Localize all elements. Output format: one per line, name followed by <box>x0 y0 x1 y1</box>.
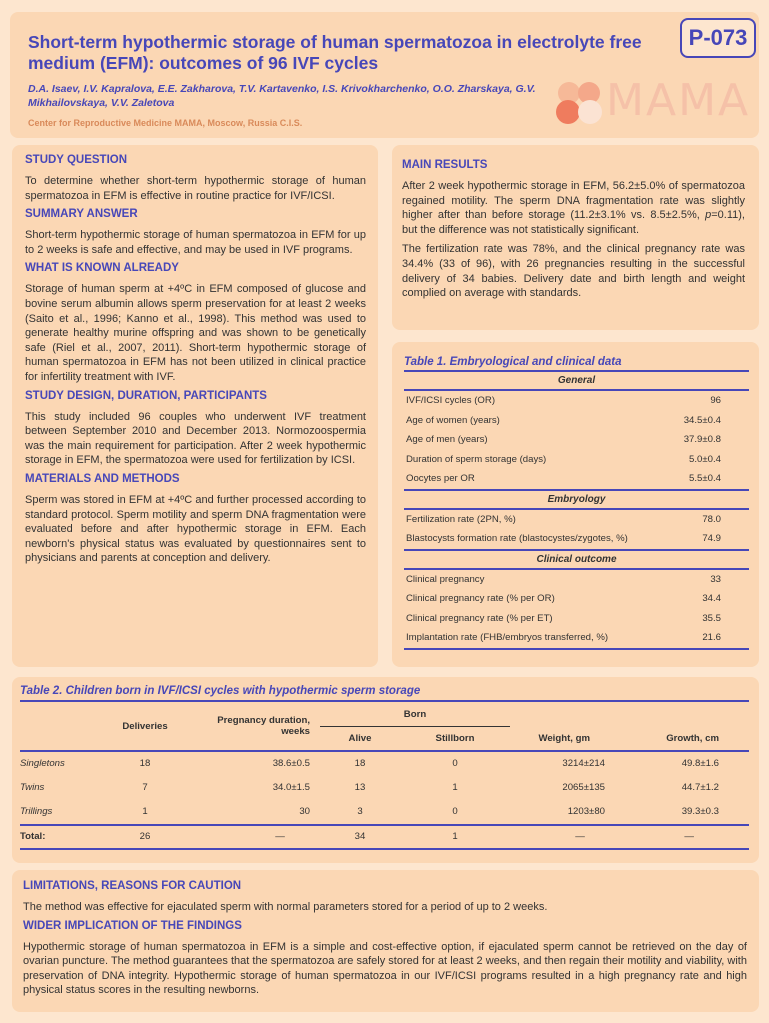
table2-panel <box>12 677 759 863</box>
section-heading: STUDY QUESTION <box>25 154 128 166</box>
table-row <box>404 570 749 590</box>
cell-deliveries: 7 <box>142 782 148 794</box>
header-weight: Weight, gm <box>538 732 590 744</box>
logo-text: MAMA <box>606 75 751 126</box>
table-row <box>404 510 749 530</box>
cell-duration: 38.6±0.5 <box>272 758 310 770</box>
row-label: Age of men (years) <box>406 434 488 445</box>
table-row <box>20 776 749 801</box>
section-study-question <box>25 154 366 203</box>
row-label: Blastocysts formation rate (blastocystes/zygotes, %) <box>406 533 628 544</box>
table-total-row <box>20 825 749 850</box>
row-value: 96 <box>710 395 721 406</box>
row-label: IVF/ICSI cycles (OR) <box>406 395 496 406</box>
table-row <box>404 469 749 489</box>
results-text-b: =0.11), but the difference was not statistically significant. <box>402 209 745 236</box>
poster-title: Short-term hypothermic storage of human spermatozoa in electrolyte free medium (EFM): outcomes of 96 IVF cycles <box>28 32 642 73</box>
section-study-design <box>25 390 366 468</box>
table1-group-header: Embryology <box>404 489 749 510</box>
cell-deliveries: 1 <box>142 806 148 818</box>
section-text: Storage of human sperm at +4ºC in EFM composed of glucose and bovine serum albumin allows sperm preservation for at least 2 weeks (Saito et al., 1996; Kanno et al., 1998). This method was used to generate healthy murine offspring and was shown to be genetically safe (Riel et al., 2007, 2011). Short-term hypothermic storage of human spermatozoa in EFM has not been utilized in clinical practice for infertility treatment with IVF. <box>25 283 366 383</box>
left-column-panel <box>12 145 378 667</box>
row-value: 5.5±0.4 <box>689 473 721 484</box>
poster-id-badge: P-073 <box>680 18 756 58</box>
total-label: Total: <box>20 831 46 843</box>
row-value: 34.4 <box>702 593 721 604</box>
main-results-panel <box>392 145 759 330</box>
row-value: 34.5±0.4 <box>683 414 721 426</box>
total-stillborn: 1 <box>452 831 458 843</box>
row-label: Implantation rate (FHB/embryos transferred, %) <box>406 632 609 643</box>
table-row <box>404 589 749 609</box>
cell-weight: 3214±214 <box>562 758 605 770</box>
cell-duration: 30 <box>299 806 310 818</box>
logo-circle-bottom-right <box>578 100 602 124</box>
row-value: 21.6 <box>702 632 721 643</box>
table1-title: Table 1. Embryological and clinical data <box>404 356 622 368</box>
cell-stillborn: 0 <box>452 806 458 818</box>
cell-weight: 2065±135 <box>562 782 605 794</box>
cell-growth: 44.7±1.2 <box>681 782 719 794</box>
table-row <box>404 609 749 629</box>
total-alive: 34 <box>354 831 366 843</box>
main-results-heading: MAIN RESULTS <box>402 159 488 171</box>
section-text: Sperm was stored in EFM at +4ºC and further processed according to standard protocol. Sperm motility and sperm DNA fragmentation were evaluated before and after hypothermic storage in EFM. Each newborn's physical status was evaluated by questionnaires sent to physicians and parents at conception and delivery. <box>25 493 366 565</box>
mama-logo <box>556 76 754 126</box>
table1 <box>404 370 749 648</box>
header-alive: Alive <box>348 733 372 744</box>
table-row <box>404 430 749 450</box>
limitations-text: The method was effective for ejaculated sperm with normal parameters stored for a period of up to 2 weeks. <box>23 901 548 913</box>
row-label: Singletons <box>20 758 65 770</box>
section-summary-answer <box>25 208 366 257</box>
table-row <box>404 628 749 648</box>
cell-alive: 13 <box>354 782 366 794</box>
table2-header-row-1 <box>20 702 749 727</box>
table1-panel <box>392 342 759 667</box>
total-deliveries: 26 <box>139 831 151 843</box>
section-what-is-known <box>25 262 366 384</box>
section-text: This study included 96 couples who underwent IVF treatment between September 2010 and December 2013. Normozoospermia was the main requirement for participation. After 2 week hypothermic storage in EFM, the spermatozoa were used for fertilization by ICSI. <box>25 410 366 467</box>
logo-circle-bottom-left <box>556 100 580 124</box>
table-row <box>20 751 749 776</box>
header-born: Born <box>320 702 510 727</box>
table-row <box>404 450 749 470</box>
row-value: 5.0±0.4 <box>689 453 721 465</box>
row-label: Duration of sperm storage (days) <box>406 453 547 465</box>
table-row <box>404 529 749 549</box>
row-value: 37.9±0.8 <box>683 434 721 445</box>
total-duration: — <box>275 831 285 843</box>
cell-alive: 3 <box>357 806 363 818</box>
cell-stillborn: 0 <box>452 758 458 770</box>
row-label: Clinical pregnancy rate (% per OR) <box>406 593 555 604</box>
row-value: 74.9 <box>702 533 721 544</box>
total-growth: — <box>684 831 694 843</box>
cell-deliveries: 18 <box>139 758 151 770</box>
row-value: 33 <box>710 573 721 585</box>
table2 <box>20 702 749 850</box>
wider-implication-text: Hypothermic storage of human spermatozoa in EFM is a simple and cost-effective option, if ejaculated sperm cannot be retrieved on the day of ovarian puncture. The method guarantees that the spermatozoa are safely stored for at least 2 weeks, and then regain their motility and viability, with preservation of DNA integrity. Hypothermic storage of human spermatozoa in our IVF/ICSI programs resulted in a high pregnancy rate and high physical status scores in the resulting newborns. <box>23 940 747 997</box>
table2-title: Table 2. Children born in IVF/ICSI cycles with hypothermic sperm storage <box>20 685 421 697</box>
header-stillborn: Stillborn <box>435 733 475 744</box>
section-text: Short-term hypothermic storage of human spermatozoa in EFM for up to 2 weeks is safe and effective, and may be used in IVF programs. <box>25 229 366 256</box>
main-results-paragraph-1 <box>402 179 745 237</box>
table-row <box>404 391 749 411</box>
row-value: 35.5 <box>702 612 721 624</box>
header-growth: Growth, cm <box>666 732 719 744</box>
conclusions-panel <box>12 870 759 1012</box>
section-heading: STUDY DESIGN, DURATION, PARTICIPANTS <box>25 389 267 402</box>
total-weight: — <box>575 831 585 843</box>
section-materials-methods <box>25 473 366 566</box>
limitations-heading: LIMITATIONS, REASONS FOR CAUTION <box>23 880 242 892</box>
table1-group-header: Clinical outcome <box>404 549 749 570</box>
header-deliveries: Deliveries <box>122 720 168 732</box>
row-label: Trillings <box>20 806 53 818</box>
header-pregnancy-duration: Pregnancy duration, weeks <box>217 715 310 737</box>
affiliation: Center for Reproductive Medicine MAMA, Moscow, Russia C.I.S. <box>28 118 303 128</box>
row-label: Clinical pregnancy <box>406 573 485 585</box>
row-label: Age of women (years) <box>406 414 500 426</box>
cell-duration: 34.0±1.5 <box>272 782 310 794</box>
row-label: Fertilization rate (2PN, %) <box>406 513 516 525</box>
p-value-symbol: p <box>705 209 712 222</box>
row-label: Oocytes per OR <box>406 473 475 484</box>
wider-implication-heading: WIDER IMPLICATION OF THE FINDINGS <box>23 919 242 932</box>
cell-stillborn: 1 <box>452 782 458 794</box>
section-heading: WHAT IS KNOWN ALREADY <box>25 262 179 275</box>
author-list: D.A. Isaev, I.V. Kapralova, E.E. Zakharova, T.V. Kartavenko, I.S. Krivokharchenko, O.O. Zharskaya, G.V. Mikhailovskaya, V.V. Zaletova <box>28 83 536 109</box>
section-heading: SUMMARY ANSWER <box>25 208 138 221</box>
row-label: Clinical pregnancy rate (% per ET) <box>406 612 553 624</box>
results-text-a: After 2 week hypothermic storage in EFM, 56.2±5.0% of spermatozoa regained motility. The sperm DNA fragmentation rate was slightly higher after than before storage (11.2±3.1% vs. 8.5±2.5%, <box>402 180 745 222</box>
cell-growth: 49.8±1.6 <box>681 758 719 770</box>
table1-group-header: General <box>404 370 749 391</box>
section-heading: MATERIALS AND METHODS <box>25 472 180 485</box>
main-results-paragraph-2: The fertilization rate was 78%, and the clinical pregnancy rate was 34.4% (33 of 96), with 26 pregnancies resulting in the successful delivery of 34 babies. Delivery date and birth length and weight complied on average with standards. <box>402 243 745 300</box>
cell-weight: 1203±80 <box>567 806 605 818</box>
row-value: 78.0 <box>702 513 721 525</box>
table-row <box>20 800 749 825</box>
section-text: To determine whether short-term hypothermic storage of human spermatozoa in EFM is effective in routine practice for IVF/ICSI. <box>25 175 366 202</box>
cell-growth: 39.3±0.3 <box>681 806 719 818</box>
table-row <box>404 411 749 431</box>
row-label: Twins <box>20 782 45 794</box>
table1-bottom-rule <box>404 648 749 650</box>
cell-alive: 18 <box>354 758 366 770</box>
